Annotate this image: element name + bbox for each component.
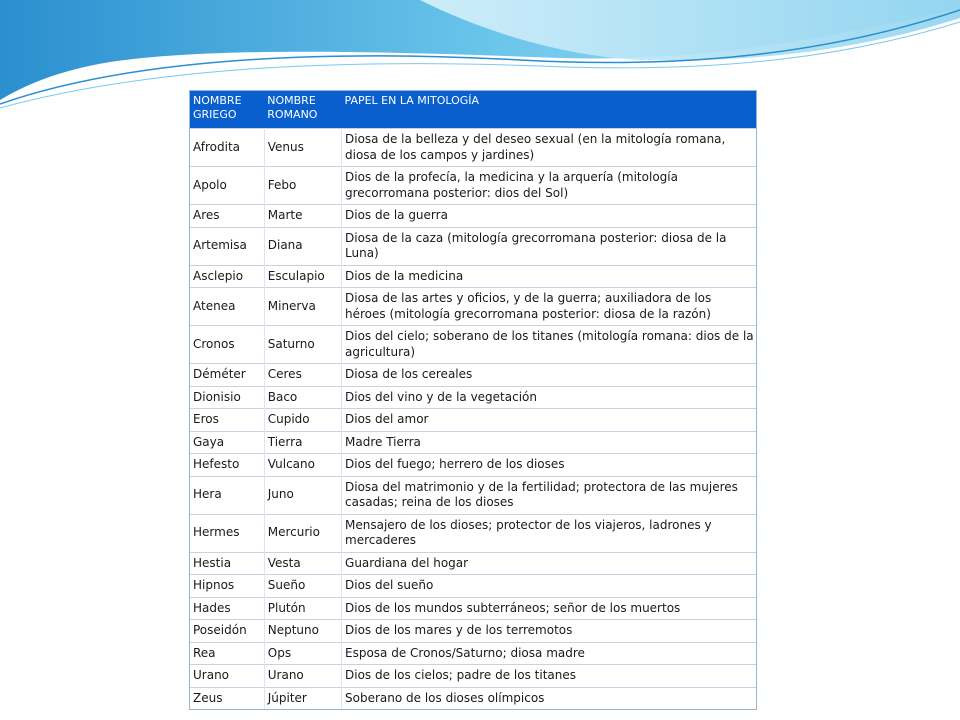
- cell-greek-name: Déméter: [190, 364, 264, 387]
- cell-roman-name: Venus: [264, 129, 341, 167]
- cell-greek-name: Hestia: [190, 552, 264, 575]
- cell-role: Dios de los mundos subterráneos; señor de los muertos: [342, 597, 756, 620]
- cell-roman-name: Urano: [264, 665, 341, 688]
- cell-greek-name: Ares: [190, 205, 264, 228]
- cell-roman-name: Baco: [264, 386, 341, 409]
- cell-role: Dios del amor: [342, 409, 756, 432]
- cell-role: Mensajero de los dioses; protector de los viajeros, ladrones y mercaderes: [342, 514, 756, 552]
- header-greek-name: NOMBRE GRIEGO: [190, 91, 264, 129]
- table-row: [190, 326, 756, 364]
- cell-role: Soberano de los dioses olímpicos: [342, 687, 756, 709]
- table-row: [190, 642, 756, 665]
- cell-roman-name: Tierra: [264, 431, 341, 454]
- cell-roman-name: Vulcano: [264, 454, 341, 477]
- table-row: [190, 386, 756, 409]
- cell-role: Diosa de los cereales: [342, 364, 756, 387]
- cell-role: Dios del cielo; soberano de los titanes (mitología romana: dios de la agricultura): [342, 326, 756, 364]
- table-row: [190, 431, 756, 454]
- cell-roman-name: Esculapio: [264, 265, 341, 288]
- cell-roman-name: Minerva: [264, 288, 341, 326]
- cell-greek-name: Urano: [190, 665, 264, 688]
- cell-roman-name: Neptuno: [264, 620, 341, 643]
- cell-role: Dios del vino y de la vegetación: [342, 386, 756, 409]
- mythology-table: [190, 91, 756, 709]
- cell-role: Dios del fuego; herrero de los dioses: [342, 454, 756, 477]
- cell-greek-name: Hipnos: [190, 575, 264, 598]
- cell-greek-name: Hera: [190, 476, 264, 514]
- header-mythology-role: PAPEL EN LA MITOLOGÍA: [342, 91, 756, 129]
- cell-greek-name: Atenea: [190, 288, 264, 326]
- cell-role: Dios de la profecía, la medicina y la arquería (mitología grecorromana posterior: dios del Sol): [342, 167, 756, 205]
- cell-greek-name: Zeus: [190, 687, 264, 709]
- cell-roman-name: Plutón: [264, 597, 341, 620]
- table-row: [190, 620, 756, 643]
- table-row: [190, 227, 756, 265]
- mythology-table-container: [189, 90, 757, 710]
- table-row: [190, 687, 756, 709]
- cell-greek-name: Gaya: [190, 431, 264, 454]
- cell-role: Dios de la medicina: [342, 265, 756, 288]
- table-row: [190, 288, 756, 326]
- cell-role: Diosa del matrimonio y de la fertilidad; protectora de las mujeres casadas; reina de los dioses: [342, 476, 756, 514]
- cell-role: Dios de los cielos; padre de los titanes: [342, 665, 756, 688]
- cell-greek-name: Eros: [190, 409, 264, 432]
- cell-roman-name: Sueño: [264, 575, 341, 598]
- cell-greek-name: Afrodita: [190, 129, 264, 167]
- cell-greek-name: Artemisa: [190, 227, 264, 265]
- cell-roman-name: Saturno: [264, 326, 341, 364]
- table-row: [190, 409, 756, 432]
- cell-role: Dios del sueño: [342, 575, 756, 598]
- cell-roman-name: Vesta: [264, 552, 341, 575]
- cell-greek-name: Hades: [190, 597, 264, 620]
- cell-role: Diosa de la caza (mitología grecorromana posterior: diosa de la Luna): [342, 227, 756, 265]
- cell-greek-name: Rea: [190, 642, 264, 665]
- table-row: [190, 665, 756, 688]
- header-roman-name: NOMBRE ROMANO: [264, 91, 341, 129]
- cell-role: Esposa de Cronos/Saturno; diosa madre: [342, 642, 756, 665]
- table-row: [190, 514, 756, 552]
- table-row: [190, 129, 756, 167]
- cell-greek-name: Asclepio: [190, 265, 264, 288]
- table-row: [190, 597, 756, 620]
- cell-roman-name: Ops: [264, 642, 341, 665]
- cell-roman-name: Júpiter: [264, 687, 341, 709]
- cell-greek-name: Apolo: [190, 167, 264, 205]
- cell-greek-name: Hefesto: [190, 454, 264, 477]
- cell-roman-name: Marte: [264, 205, 341, 228]
- cell-role: Guardiana del hogar: [342, 552, 756, 575]
- cell-greek-name: Poseidón: [190, 620, 264, 643]
- table-header-row: [190, 91, 756, 129]
- cell-role: Madre Tierra: [342, 431, 756, 454]
- cell-role: Dios de los mares y de los terremotos: [342, 620, 756, 643]
- cell-role: Dios de la guerra: [342, 205, 756, 228]
- cell-roman-name: Febo: [264, 167, 341, 205]
- cell-role: Diosa de la belleza y del deseo sexual (en la mitología romana, diosa de los campos y jardines): [342, 129, 756, 167]
- table-row: [190, 265, 756, 288]
- cell-roman-name: Ceres: [264, 364, 341, 387]
- table-row: [190, 364, 756, 387]
- cell-role: Diosa de las artes y oficios, y de la guerra; auxiliadora de los héroes (mitología grecorromana posterior: diosa de la razón): [342, 288, 756, 326]
- table-row: [190, 167, 756, 205]
- table-row: [190, 476, 756, 514]
- cell-roman-name: Diana: [264, 227, 341, 265]
- table-row: [190, 552, 756, 575]
- cell-greek-name: Hermes: [190, 514, 264, 552]
- table-row: [190, 575, 756, 598]
- cell-roman-name: Juno: [264, 476, 341, 514]
- cell-greek-name: Cronos: [190, 326, 264, 364]
- cell-roman-name: Mercurio: [264, 514, 341, 552]
- table-row: [190, 205, 756, 228]
- table-row: [190, 454, 756, 477]
- cell-roman-name: Cupido: [264, 409, 341, 432]
- cell-greek-name: Dionisio: [190, 386, 264, 409]
